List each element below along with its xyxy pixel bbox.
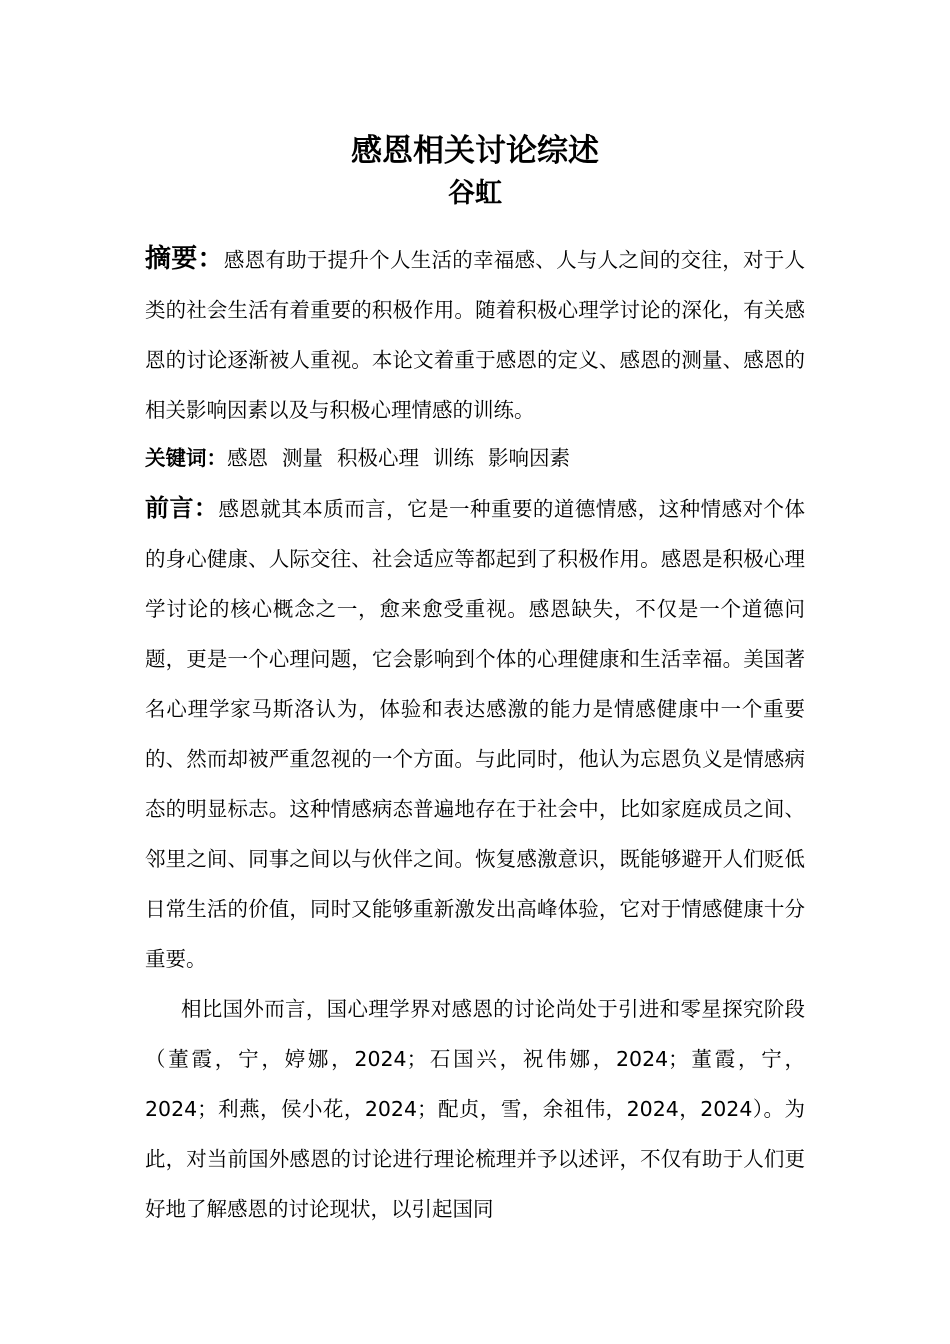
abstract-label: 摘要： [145, 244, 224, 274]
body-paragraph: 相比国外而言，国心理学界对感恩的讨论尚处于引进和零星探究阶段（董霞，宁，婷娜，2024；石国兴，祝伟娜，2024；董霞，宁，2024；利燕，侯小花，2024；配贞，雪，余祖伟，2024，2024）。为此，对当前国外感恩的讨论进行理论梳理并予以述评，不仅有助于人们更好地了解感恩的讨论现状，以引起国同 [145, 997, 805, 1221]
abstract-text: 感恩有助于提升个人生活的幸福感、人与人之间的交往，对于人类的社会生活有着重要的积极作用。随着积极心理学讨论的深化，有关感恩的讨论逐渐被人重视。本论文着重于感恩的定义、感恩的测量、感恩的相关影响因素以及与积极心理情感的训练。 [145, 248, 805, 422]
keyword: 积极心理 [337, 446, 419, 470]
keywords-line [145, 435, 805, 481]
keyword: 测量 [282, 446, 323, 470]
keywords-label: 关键词： [145, 446, 227, 470]
preface-text: 感恩就其本质而言，它是一种重要的道德情感，这种情感对个体的身心健康、人际交往、社会适应等都起到了积极作用。感恩是积极心理学讨论的核心概念之一，愈来愈受重视。感恩缺失，不仅是一个道德问题，更是一个心理问题，它会影响到个体的心理健康和生活幸福。美国著名心理学家马斯洛认为，体验和表达感激的能力是情感健康中一个重要的、然而却被严重忽视的一个方面。与此同时，他认为忘恩负义是情感病态的明显标志。这种情感病态普遍地存在于社会中，比如家庭成员之间、邻里之间、同事之间以与伙伴之间。恢复感激意识，既能够避开人们贬低日常生活的价值，同时又能够重新激发出高峰体验，它对于情感健康十分重要。 [145, 497, 806, 971]
preface-label: 前言： [145, 494, 219, 522]
author-name: 谷虹 [448, 178, 502, 209]
keyword: 影响因素 [488, 446, 570, 470]
abstract-paragraph [145, 234, 805, 435]
keyword: 感恩 [227, 446, 268, 470]
preface-paragraph [145, 483, 805, 984]
document-page [145, 128, 805, 1234]
document-title: 感恩相关讨论综述 [351, 133, 599, 169]
keyword: 训练 [433, 446, 474, 470]
